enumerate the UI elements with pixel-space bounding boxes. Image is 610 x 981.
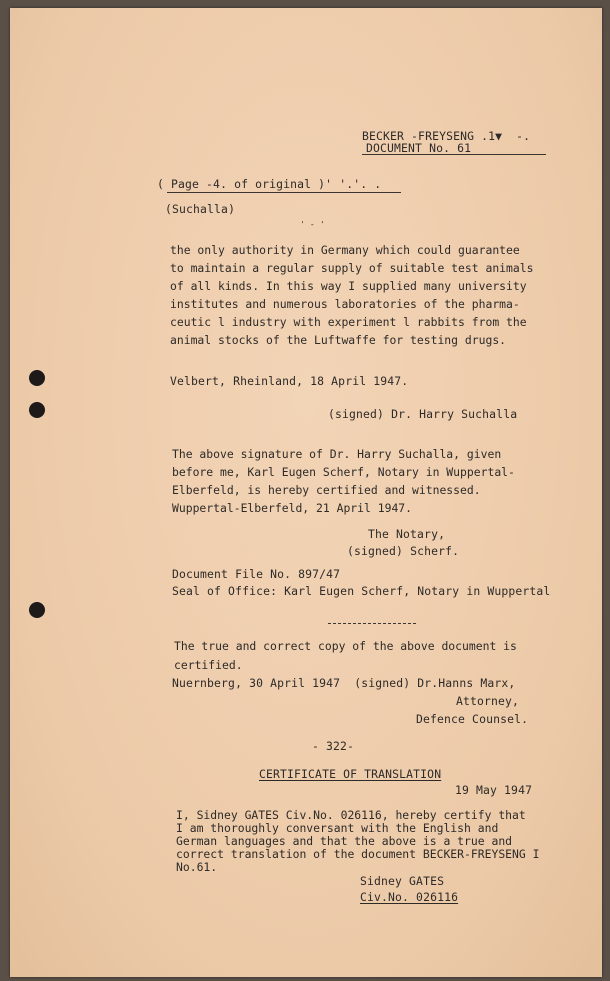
paragraph-line: German languages and that the above is a true and [176,834,513,848]
page-reference: ( Page -4. of original )' '.'. . [157,177,382,191]
document-number: DOCUMENT No. 61 [366,141,472,155]
paragraph-line: I, Sidney GATES Civ.No. 026116, hereby certify that [176,808,526,822]
paragraph-line: correct translation of the document BECKER-FREYSENG I [176,847,540,861]
paragraph-line: the only authority in Germany which could guarantee [170,243,520,257]
document-file-number: Document File No. 897/47 [172,567,341,581]
translator-name: Sidney GATES [360,874,445,888]
paragraph-line: before me, Karl Eugen Scherf, Notary in Wuppertal- [172,465,515,479]
paragraph-line: Wuppertal-Elberfeld, 21 April 1947. [172,501,413,515]
seal-of-office: Seal of Office: Karl Eugen Scherf, Notary in Wuppertal [172,584,551,598]
paragraph-line: animal stocks of the Luftwaffe for testing drugs. [170,333,507,347]
paragraph-line: I am thoroughly conversant with the English and [176,821,499,835]
paragraph-line: to maintain a regular supply of suitable test animals [170,261,534,275]
attorney-title: Attorney, [456,694,520,708]
page-number: - 322- [312,739,355,753]
page-reference-underline [167,192,401,193]
paragraph-line: of all kinds. In this way I supplied many university [170,279,527,293]
name-reference: (Suchalla) [165,202,236,216]
paragraph-line: ceutic l industry with experiment l rabbits from the [170,315,527,329]
signature-line: (signed) Dr. Harry Suchalla [328,407,518,421]
paragraph-line: Elberfeld, is hereby certified and witnessed. [172,483,481,497]
defence-counsel: Defence Counsel. [416,712,529,726]
translation-certificate-heading: CERTIFICATE OF TRANSLATION [259,767,442,781]
place-date: Velbert, Rheinland, 18 April 1947. [170,374,409,388]
document-header-title: BECKER -FREYSENG .1▼ -. [362,129,531,143]
header-underline [362,154,546,155]
translator-civ-number: Civ.No. 026116 [360,890,459,904]
nuernberg-signature-line: Nuernberg, 30 April 1947 (signed) Dr.Hanns Marx, [172,676,516,690]
notary-title: The Notary, [368,527,446,541]
copy-certification-line: certified. [174,658,243,672]
document-page [10,8,602,977]
paragraph-line: No.61. [176,860,218,874]
translation-date: 19 May 1947 [455,783,533,797]
punch-hole [29,402,45,418]
punch-hole [29,370,45,386]
paragraph-line: institutes and numerous laboratories of the pharma- [170,297,520,311]
separator-marks: ' - ' [300,220,325,229]
paragraph-line: The above signature of Dr. Harry Suchalla, given [172,447,502,461]
copy-certification-line: The true and correct copy of the above document is [174,639,517,653]
punch-hole [29,602,45,618]
notary-signature: (signed) Scherf. [347,544,460,558]
section-divider [328,623,416,624]
